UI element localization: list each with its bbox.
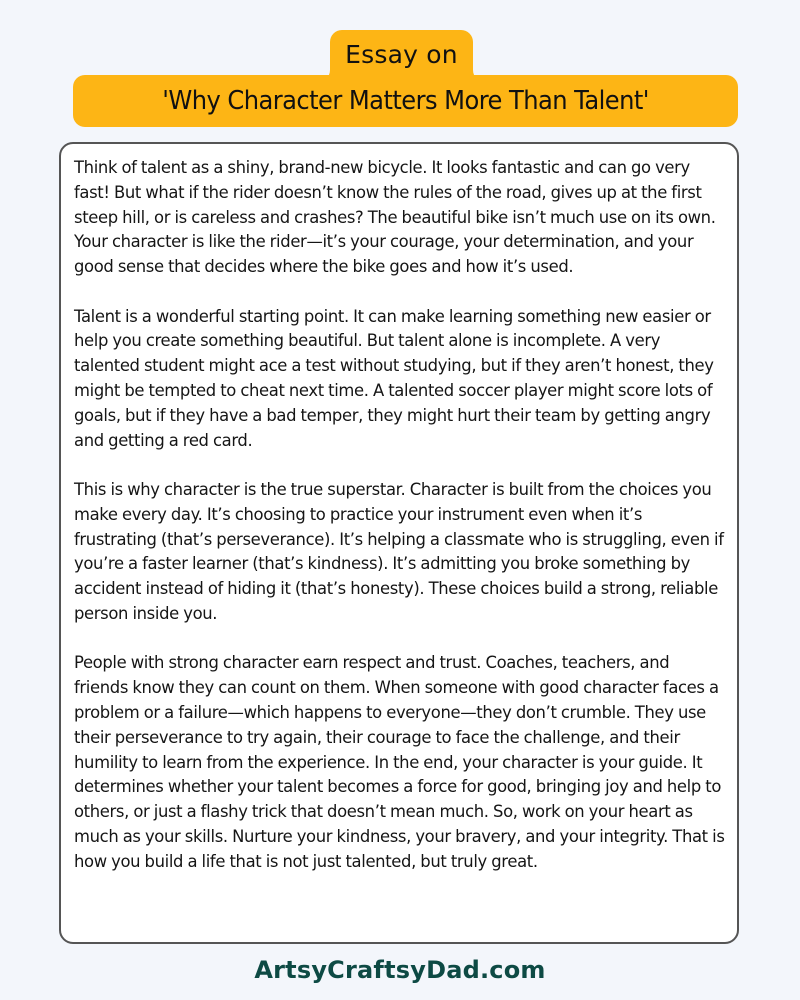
essay-paragraph-3: This is why character is the true superstar. Character is built from the choices you make every day. It’s choosing to practice your instrument even when it’s frustrating (that’s perseverance). It’s helping a classmate who is struggling, even if you’re a faster learner (that’s kindness). It’s admitting you broke something by accident instead of hiding it (that’s honesty). These choices build a strong, reliable person inside you. <box>74 479 724 623</box>
title-line-1: Essay on <box>345 40 458 69</box>
essay-paragraph-4: People with strong character earn respect and trust. Coaches, teachers, and friends know they can count on them. When someone with good character faces a problem or a failure—which happens to everyone—they don’t crumble. They use their perseverance to try again, their courage to face the challenge, and their humility to learn from the experience. In the end, your character is your guide. It determines whether your talent becomes a force for good, bringing joy and help to others, or just a flashy trick that doesn’t mean much. So, work on your heart as much as your skills. Nurture your kindness, your bravery, and your integrity. That is how you build a life that is not just talented, but truly great. <box>74 653 725 871</box>
essay-paragraph-2: Talent is a wonderful starting point. It can make learning something new easier or help you create something beautiful. But talent alone is incomplete. A very talented student might ace a test without studying, but if they aren’t honest, they might be tempted to cheat next time. A talented soccer player might score lots of goals, but if they have a bad temper, they might hurt their team by getting angry and getting a red card. <box>74 306 714 450</box>
essay-paragraph-1: Think of talent as a shiny, brand-new bicycle. It looks fantastic and can go very fast! But what if the rider doesn’t know the rules of the road, gives up at the first steep hill, or is careless and crashes? The beautiful bike isn’t much use on its own. Your character is like the rider—it’s your courage, your determination, and your good sense that decides where the bike goes and how it’s used. <box>74 158 716 277</box>
title-banner <box>73 75 738 127</box>
essay-card <box>59 142 739 944</box>
footer <box>0 956 800 984</box>
title-header <box>0 0 800 135</box>
title-line-2: 'Why Character Matters More Than Talent' <box>162 86 649 116</box>
brand-watermark: ArtsyCraftsyDad.com <box>254 956 546 984</box>
